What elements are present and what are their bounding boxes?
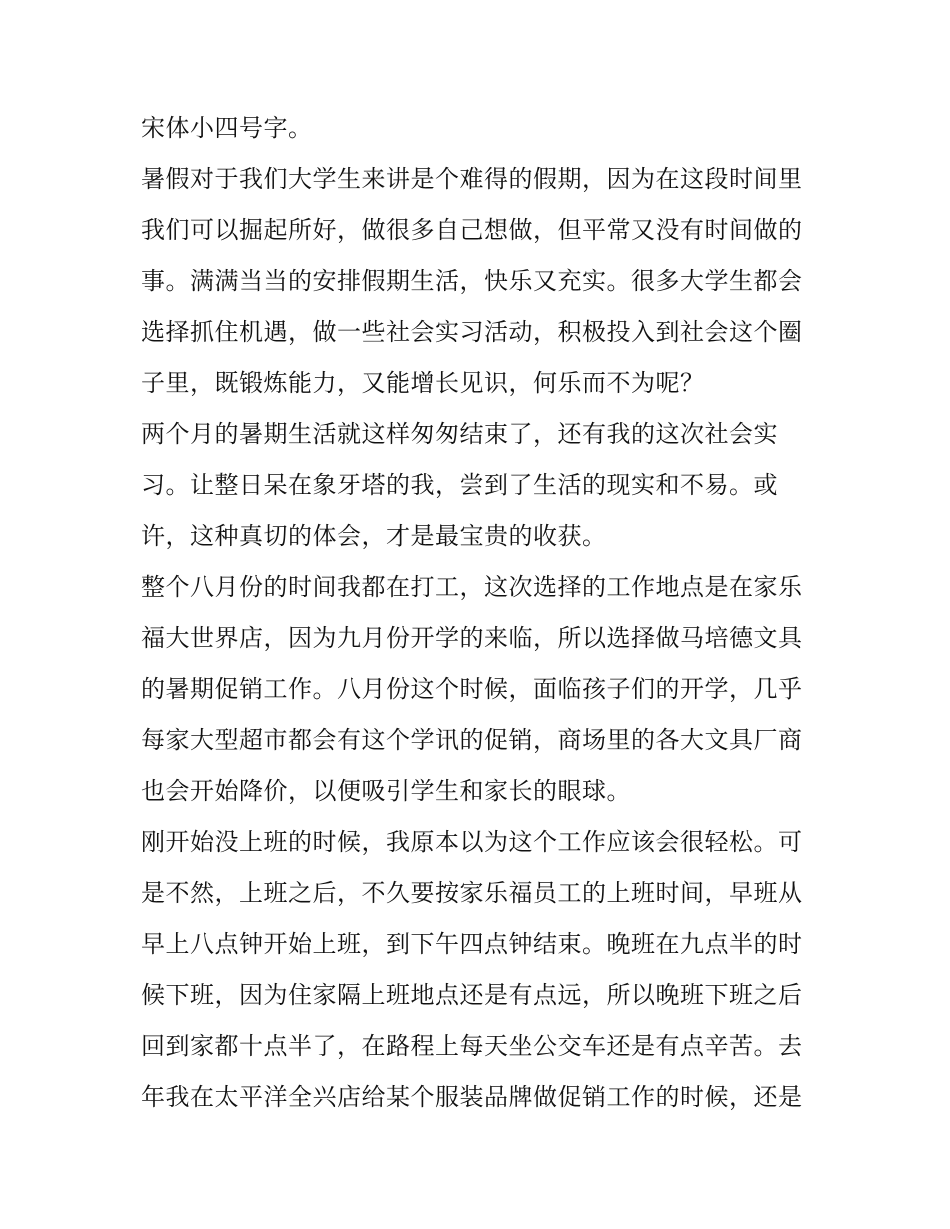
text-line: 刚开始没上班的时候，我原本以为这个工作应该会很轻松。可 (141, 828, 803, 856)
text-line: 许，这种真切的体会，才是最宝贵的收获。 (141, 522, 607, 550)
text-line: 每家大型超市都会有这个学讯的促销，商场里的各大文具厂商 (141, 726, 803, 754)
text-line: 子里，既锻炼能力，又能增长见识，何乐而不为呢？ (141, 369, 705, 397)
text-line: 早上八点钟开始上班，到下午四点钟结束。晚班在九点半的时 (141, 930, 803, 958)
text-line: 候下班，因为住家隔上班地点还是有点远，所以晚班下班之后 (141, 981, 803, 1009)
text-line: 暑假对于我们大学生来讲是个难得的假期，因为在这段时间里 (141, 165, 803, 193)
text-line: 选择抓住机遇，做一些社会实习活动，积极投入到社会这个圈 (141, 318, 803, 346)
text-line: 事。满满当当的安排假期生活，快乐又充实。很多大学生都会 (141, 267, 803, 295)
text-line: 两个月的暑期生活就这样匆匆结束了，还有我的这次社会实 (141, 420, 778, 448)
text-line: 也会开始降价，以便吸引学生和家长的眼球。 (141, 777, 631, 805)
text-line: 我们可以掘起所好，做很多自己想做，但平常又没有时间做的 (141, 216, 803, 244)
text-line: 整个八月份的时间我都在打工，这次选择的工作地点是在家乐 (141, 573, 803, 601)
text-line: 是不然，上班之后，不久要按家乐福员工的上班时间，早班从 (141, 879, 803, 907)
text-line: 宋体小四号字。 (141, 114, 313, 142)
text-line: 回到家都十点半了，在路程上每天坐公交车还是有点辛苦。去 (141, 1032, 803, 1060)
text-line: 的暑期促销工作。八月份这个时候，面临孩子们的开学，几乎 (141, 675, 803, 703)
text-line: 福大世界店，因为九月份开学的来临，所以选择做马培德文具 (141, 624, 803, 652)
text-line: 习。让整日呆在象牙塔的我，尝到了生活的现实和不易。或 (141, 471, 778, 499)
text-line: 年我在太平洋全兴店给某个服装品牌做促销工作的时候，还是 (141, 1083, 803, 1111)
